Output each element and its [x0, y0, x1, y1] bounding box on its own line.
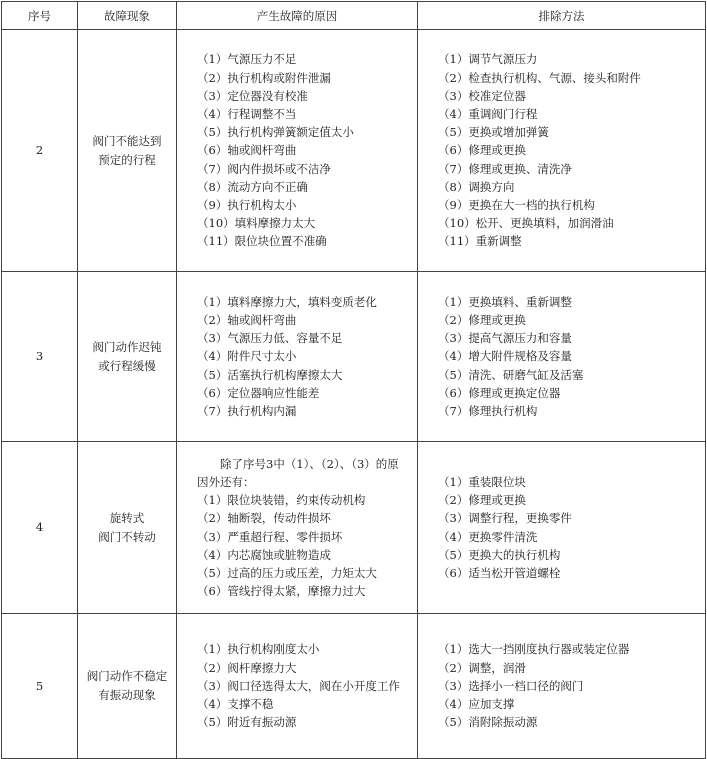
remedy-item: （1）调节气源压力: [438, 52, 538, 67]
remedy-item: （5）更换大的执行机构: [438, 547, 561, 562]
cause-item: （3）气源压力低、容量不足: [197, 331, 343, 346]
causes-cell: [177, 442, 418, 614]
cause-item: （3）严重超行程、零件损坏: [197, 529, 343, 544]
cause-item: （5）活塞执行机构摩擦太大: [197, 367, 343, 382]
row-number: 3: [2, 272, 78, 442]
symptom-line: 预定的行程: [98, 152, 156, 167]
remedy-item: （3）校准定位器: [438, 88, 526, 103]
symptom-line: 阀门不能达到: [92, 133, 162, 148]
cause-item: （4）支撑不稳: [197, 697, 274, 712]
cause-item: （2）轴断裂，传动件损坏: [197, 511, 331, 526]
remedy-item: （5）清洗、研磨气缸及活塞: [438, 367, 584, 382]
cause-item: （6）轴或阀杆弯曲: [197, 143, 297, 158]
row-number: 2: [2, 30, 78, 272]
symptom-line: 有振动现象: [98, 688, 156, 702]
table-row: [2, 30, 706, 272]
remedy-item: （3）选择小一档口径的阀门: [438, 678, 584, 693]
cause-item: （3）阀口径选得太大，阀在小开度工作: [197, 678, 400, 693]
cause-item: （7）执行机构内漏: [197, 404, 297, 418]
cause-item: （11）限位块位置不准确: [197, 234, 327, 249]
remedies-cell: [418, 442, 706, 614]
remedy-item: （5）更换或增加弹簧: [438, 125, 549, 140]
remedy-item: （11）重新调整: [438, 234, 522, 249]
symptom-line: 旋转式: [109, 510, 145, 525]
symptom-line: 或行程缓慢: [98, 358, 156, 373]
header-row: [2, 2, 706, 30]
cause-item: （10）填料摩擦力太大: [197, 216, 316, 231]
cause-item: （7）阀内件损坏或不洁净: [197, 161, 331, 176]
cause-item: （5）过高的压力或压差，力矩太大: [197, 565, 377, 580]
remedy-item: （3）调整行程，更换零件: [438, 511, 572, 526]
remedy-item: （6）适当松开管道螺栓: [438, 565, 561, 580]
symptom-cell: [78, 614, 177, 759]
remedy-item: （10）松开、更换填料，加润滑油: [438, 216, 614, 231]
symptom-cell: [78, 442, 177, 614]
remedy-item: （2）修理或更换: [438, 312, 526, 327]
cause-item: （6）管线拧得太紧，摩擦力过大: [197, 584, 366, 599]
symptom-cell: [78, 272, 177, 442]
remedy-item: （6）修理或更换: [438, 143, 526, 158]
cause-item: （6）定位器响应性能差: [197, 385, 320, 400]
causes-cell: [177, 272, 418, 442]
remedy-item: （7）修理执行机构: [438, 404, 538, 418]
symptom-line: 阀门动作迟钝: [92, 339, 162, 354]
row-number: 5: [2, 614, 78, 759]
cause-item: （8）流动方向不正确: [197, 179, 308, 194]
remedy-item: （5）消附除振动源: [438, 715, 538, 730]
remedy-item: （9）更换在大一档的执行机构: [438, 198, 595, 212]
causes-intro: 除了序号3中（1）、（2）、（3）的原因外还有：: [197, 456, 399, 489]
remedy-item: （8）调换方向: [438, 179, 515, 194]
symptom-line: 阀门动作不稳定: [86, 669, 168, 683]
remedies-cell: [418, 30, 706, 272]
remedy-item: （2）修理或更换: [438, 493, 526, 508]
table-row: [2, 614, 706, 759]
header-no: 序号: [2, 2, 78, 30]
remedy-item: （4）更换零件清洗: [438, 529, 538, 544]
cause-item: （4）内芯腐蚀或脏物造成: [197, 547, 331, 562]
header-remedies: 排除方法: [418, 2, 706, 30]
cause-item: （2）轴或阀杆弯曲: [197, 312, 297, 327]
remedy-item: （4）重调阀门行程: [438, 106, 538, 121]
row-number: 4: [2, 442, 78, 614]
cause-item: （2）阀杆摩擦力大: [197, 660, 297, 675]
cause-item: （5）附近有振动源: [197, 715, 297, 730]
cause-item: （9）执行机构太小: [197, 198, 297, 212]
remedy-item: （7）修理或更换、清洗净: [438, 161, 572, 176]
remedy-item: （1）更换填料、重新调整: [438, 294, 572, 309]
remedy-item: （2）调整，润滑: [438, 660, 526, 675]
causes-cell: [177, 30, 418, 272]
remedy-item: （4）增大附件规格及容量: [438, 349, 572, 364]
remedies-cell: [418, 272, 706, 442]
cause-item: （3）定位器没有校准: [197, 88, 308, 103]
fault-table: [1, 1, 706, 759]
cause-item: （5）执行机构弹簧额定值太小: [197, 125, 354, 140]
cause-item: （2）执行机构或附件泄漏: [197, 70, 331, 85]
table-row: [2, 442, 706, 614]
symptom-line: 阀门不转动: [98, 529, 156, 544]
table-row: [2, 272, 706, 442]
header-causes: 产生故障的原因: [177, 2, 418, 30]
remedy-item: （1）选大一挡刚度执行器或装定位器: [438, 642, 630, 657]
cause-item: （4）附件尺寸太小: [197, 349, 297, 364]
remedy-item: （3）提高气源压力和容量: [438, 331, 572, 346]
causes-cell: [177, 614, 418, 759]
symptom-cell: [78, 30, 177, 272]
cause-item: （1）气源压力不足: [197, 52, 297, 67]
remedy-item: （1）重装限位块: [438, 474, 526, 489]
remedy-item: （2）检查执行机构、气源、接头和附件: [438, 70, 641, 85]
cause-item: （1）填料摩擦力大，填料变质老化: [197, 294, 377, 309]
header-symptom: 故障现象: [78, 2, 177, 30]
cause-item: （1）限位块装错，约束传动机构: [197, 493, 366, 508]
cause-item: （4）行程调整不当: [197, 106, 297, 121]
remedy-item: （6）修理或更换定位器: [438, 385, 561, 400]
cause-item: （1）执行机构刚度太小: [197, 642, 320, 657]
remedy-item: （4）应加支撑: [438, 697, 515, 712]
remedies-cell: [418, 614, 706, 759]
